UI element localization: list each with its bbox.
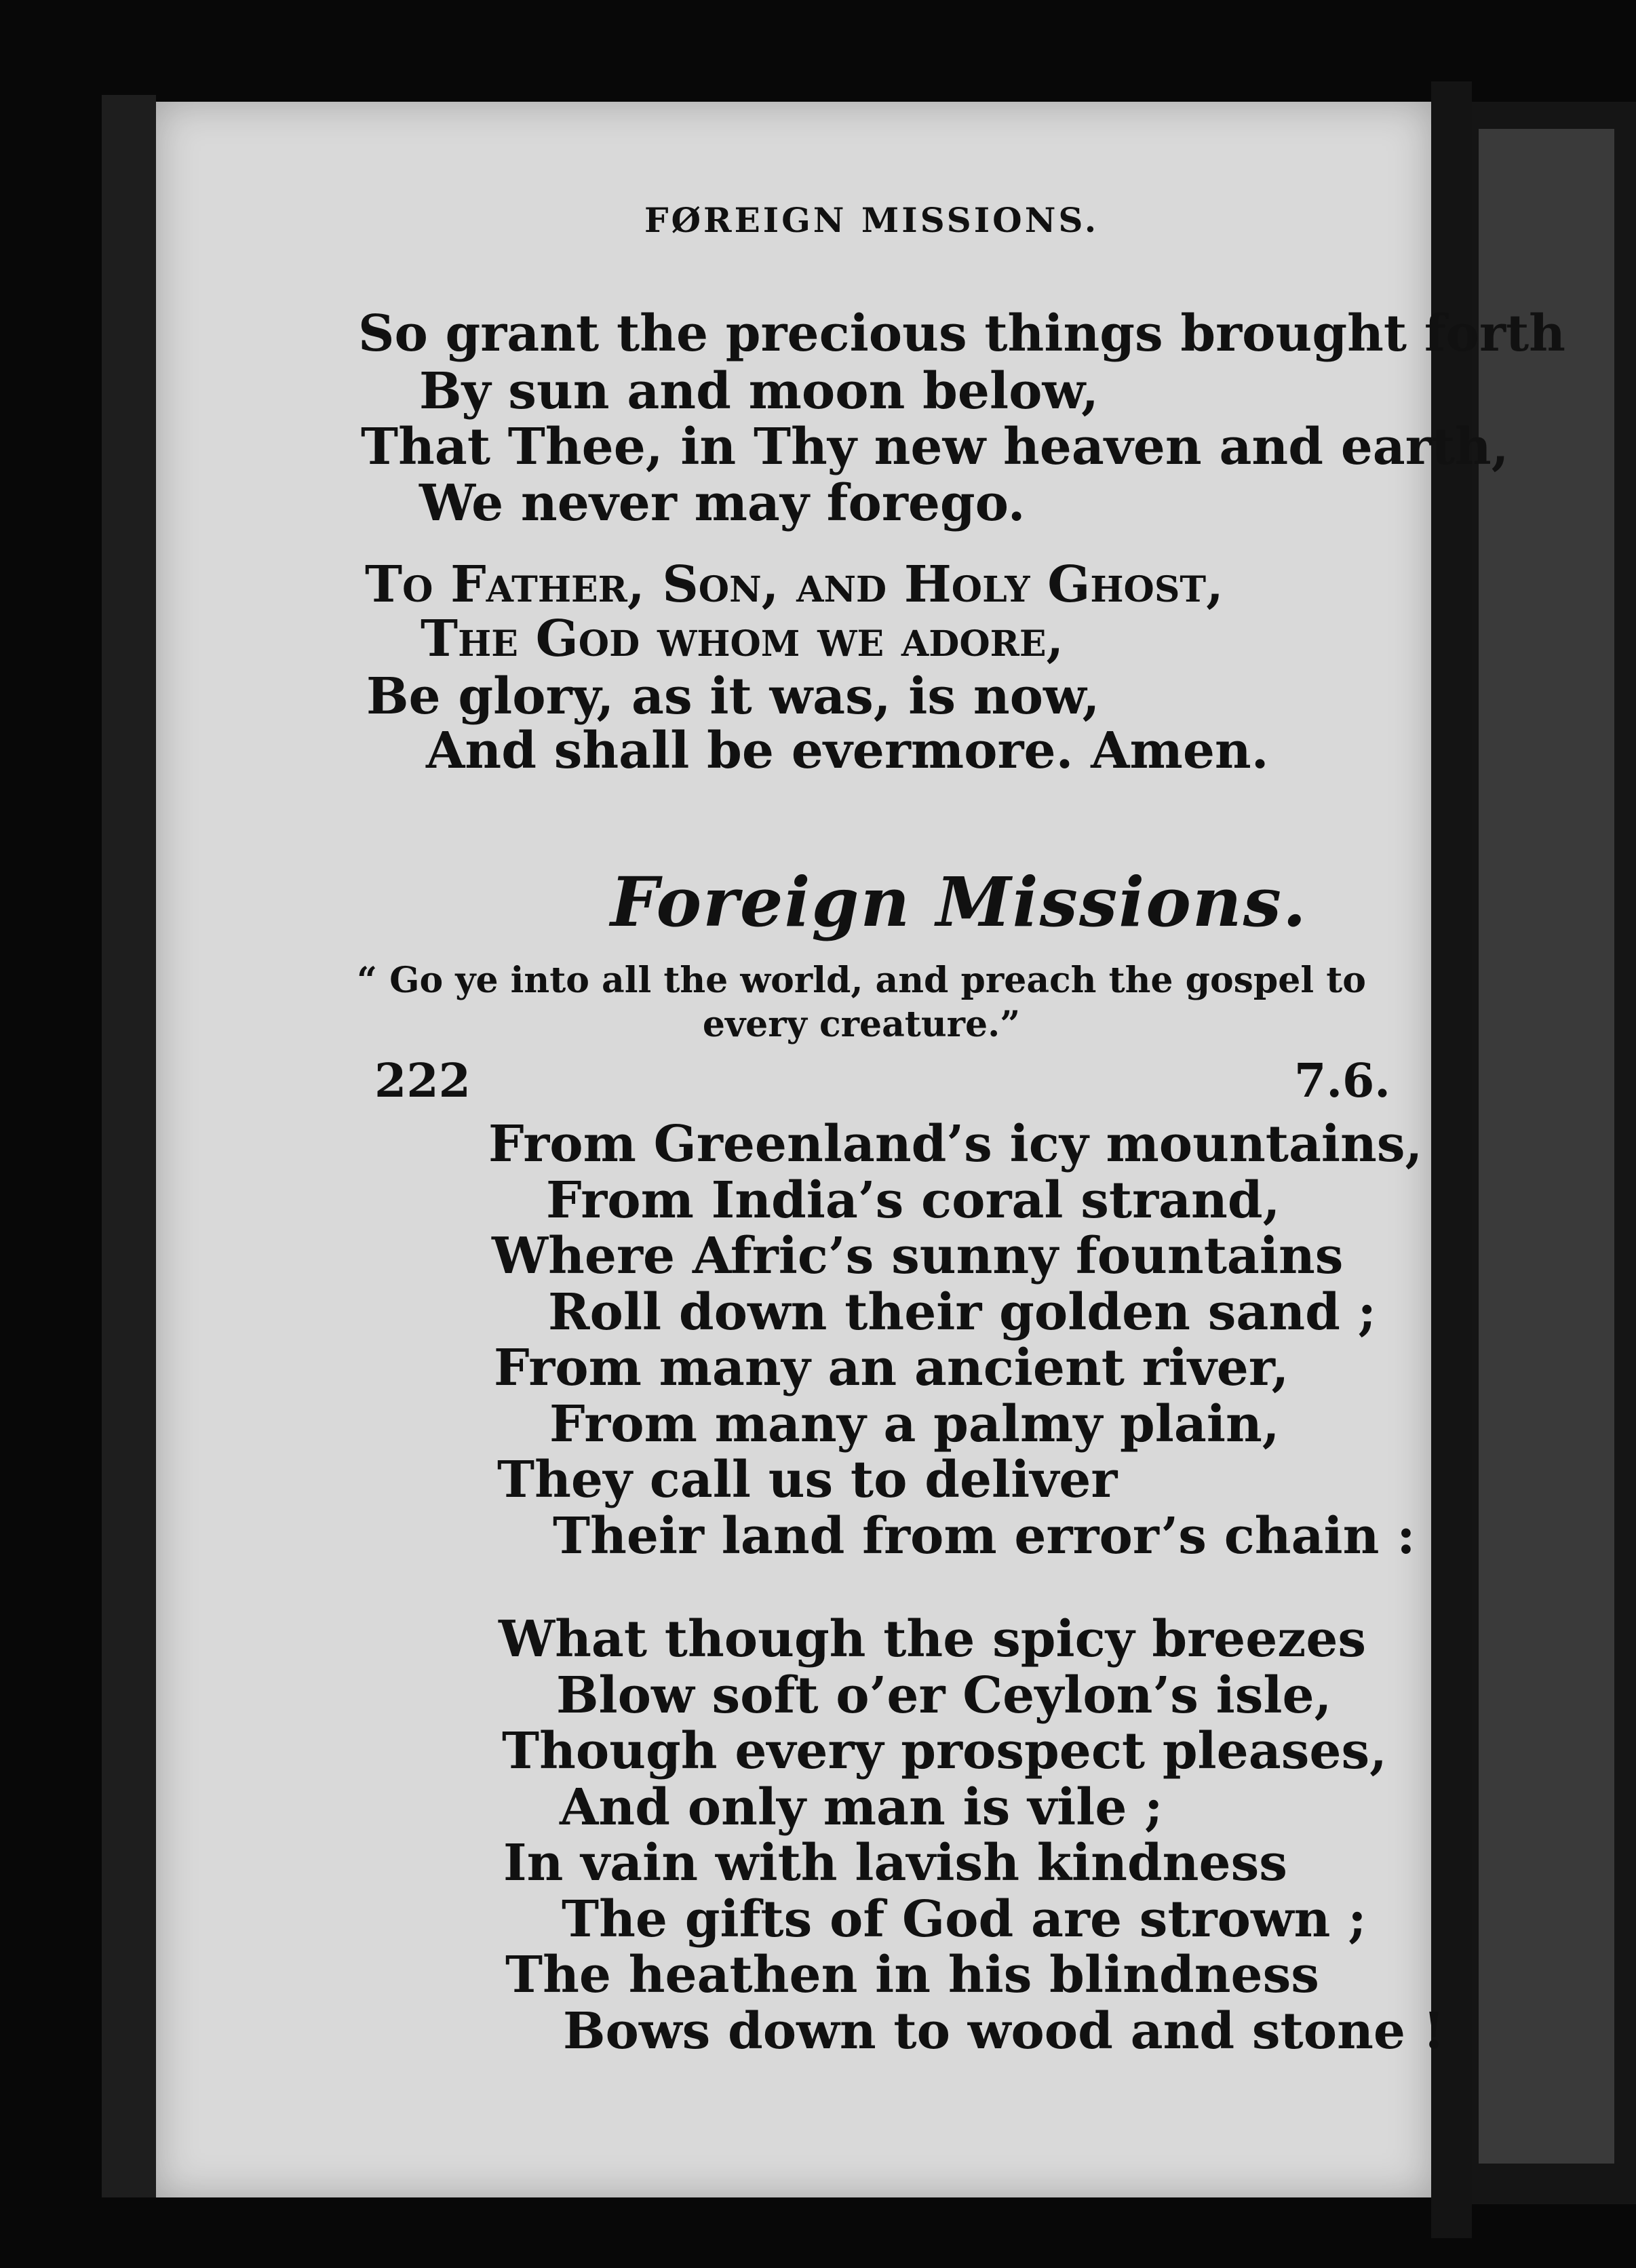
hymn-meter: 7.6.	[1294, 1054, 1390, 1108]
epigraph-line: every creature.”	[702, 1004, 1021, 1045]
verse-line: By sun and moon below,	[419, 362, 1099, 421]
verse-line: From India’s coral strand,	[546, 1171, 1281, 1230]
verse-line: In vain with lavish kindness	[503, 1834, 1287, 1892]
verse-line: Blow soft o’er Ceylon’s isle,	[556, 1666, 1332, 1725]
doxology-line: The God whom we adore,	[421, 610, 1064, 668]
verse-line: Bows down to wood and stone !	[563, 2002, 1445, 2060]
book-binding-left	[102, 95, 156, 2197]
verse-line: Their land from error’s chain :	[553, 1507, 1416, 1565]
facing-page-edge	[1472, 102, 1636, 2204]
verse-line: The heathen in his blindness	[505, 1946, 1319, 2004]
doxology-line: Be glory, as it was, is now,	[366, 667, 1100, 726]
verse-line: From many an ancient river,	[494, 1339, 1289, 1397]
verse-line: From Greenland’s icy mountains,	[488, 1115, 1423, 1173]
verse-line: From many a palmy plain,	[549, 1395, 1280, 1453]
doxology-line: And shall be evermore. Amen.	[426, 722, 1269, 780]
running-head: FØREIGN MISSIONS.	[644, 200, 1099, 240]
verse-line: That Thee, in Thy new heaven and earth,	[361, 418, 1509, 476]
section-title: Foreign Missions.	[610, 862, 1308, 942]
verse-line: The gifts of God are strown ;	[562, 1890, 1367, 1949]
hymn-number: 222	[374, 1054, 471, 1108]
verse-line: What though the spicy breezes	[499, 1610, 1367, 1668]
verse-line: And only man is vile ;	[560, 1778, 1163, 1837]
verse-line: Though every prospect pleases,	[502, 1722, 1387, 1780]
verse-line: So grant the precious things brought forth	[358, 305, 1565, 363]
verse-line: We never may forego.	[419, 474, 1026, 532]
verse-line: Roll down their golden sand ;	[548, 1283, 1376, 1342]
epigraph-line: “ Go ye into all the world, and preach the gospel to	[357, 960, 1366, 1001]
doxology-line: To Father, Son, and Holy Ghost,	[365, 555, 1224, 614]
verse-line: They call us to deliver	[497, 1451, 1118, 1509]
book-gutter	[1431, 81, 1472, 2238]
verse-line: Where Afric’s sunny fountains	[492, 1227, 1344, 1285]
